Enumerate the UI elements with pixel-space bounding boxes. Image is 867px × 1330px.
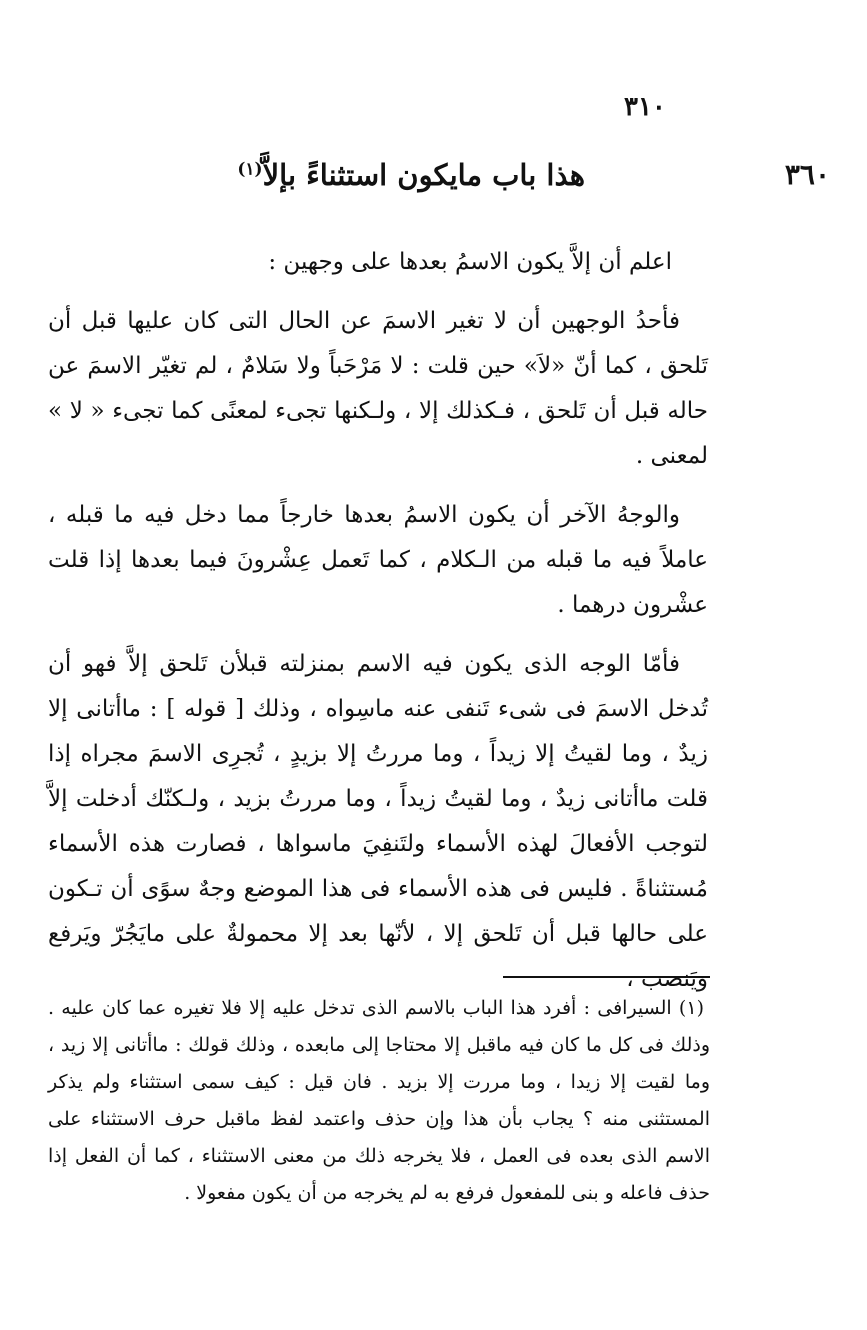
footnote-text: (١) السيرافى : أفرد هذا الباب بالاسم الذى تدخل عليه إلا فلا تغيره عما كان عليه . وذلك فى كل ما كان فيه ماقبل إلا محتاجا إلى مابعده ، وذلك قولك : ماأتانى إلا زيد ، وما لقيت إلا زيدا ، وما مررت إلا بزيد . فان قيل : كيف سمى استثناء ولم يذكر المستثنى منه ؟ يجاب بأن هذا وإن حذف واعتمد لفظ ماقبل حرف الاستثناء على الاسم الذى بعده فى العمل ، فلا يخرجه ذلك من معنى الاستثناء ، كما أن الفعل إذا حذف فاعله و بنى للمفعول فرفع به لم يخرجه من أن يكون مفعولا .: [48, 997, 710, 1204]
main-text: [48, 240, 708, 1016]
footnote-marker: (١): [237, 159, 263, 180]
footnote-divider: [503, 976, 710, 978]
paragraph: اعلم أن إلاَّ يكون الاسمُ بعدها على وجهين :: [268, 249, 672, 275]
original-page-number: ٣٦٠: [784, 158, 830, 191]
footnote: [48, 990, 710, 1212]
chapter-title-text: هذا باب مايكون استثناءً بإلاَّ: [262, 158, 585, 192]
chapter-title: [237, 158, 585, 192]
page-number: ٣١٠: [624, 92, 666, 122]
heading-row: [40, 158, 830, 208]
paragraph: فأمّا الوجه الذى يكون فيه الاسم بمنزلته قبلأن تَلحق إلاَّ فهو أن تُدخل الاسمَ فى شىء تَنفى عنه ماسِواه ، وذلك [ قوله ] : ماأتانى إلا زيدٌ ، وما لقيتُ إلا زيداً ، وما مررتُ إلا بزيدٍ ، تُجرِى الاسمَ مجراه إذا قلت ماأتانى زيدٌ ، وما لقيتُ زيداً ، وما مررتُ بزيد ، ولـكنّك أدخلت إلاَّ لتوجب الأفعالَ لهذه الأسماء ولتَنفِيَ ماسواها ، فصارت هذه الأسماء مُستثناةً . فليس فى هذه الأسماء فى هذا الموضع وجهٌ سوًى أن تـكون على حالها قبل أن تَلحق إلا ، لأنّها بعد إلا محمولةٌ على مايَجُرّ ويَرفع ويَنصب ،: [48, 651, 708, 992]
paragraph: فأحدُ الوجهين أن لا تغير الاسمَ عن الحال التى كان عليها قبل أن تَلحق ، كما أنّ «لاَ» حين قلت : لا مَرْحَباً ولا سَلامٌ ، لم تغيّر الاسمَ عن حاله قبل أن تَلحق ، فـكذلك إلا ، ولـكنها تجىء لمعنًى كما تجىء « لا » لمعنى .: [48, 308, 708, 469]
paragraph: والوجهُ الآخر أن يكون الاسمُ بعدها خارجاً مما دخل فيه ما قبله ، عاملاً فيه ما قبله من الـكلام ، كما تَعمل عِشْرونَ فيما بعدها إذا قلت عشْرون درهما .: [48, 502, 708, 618]
